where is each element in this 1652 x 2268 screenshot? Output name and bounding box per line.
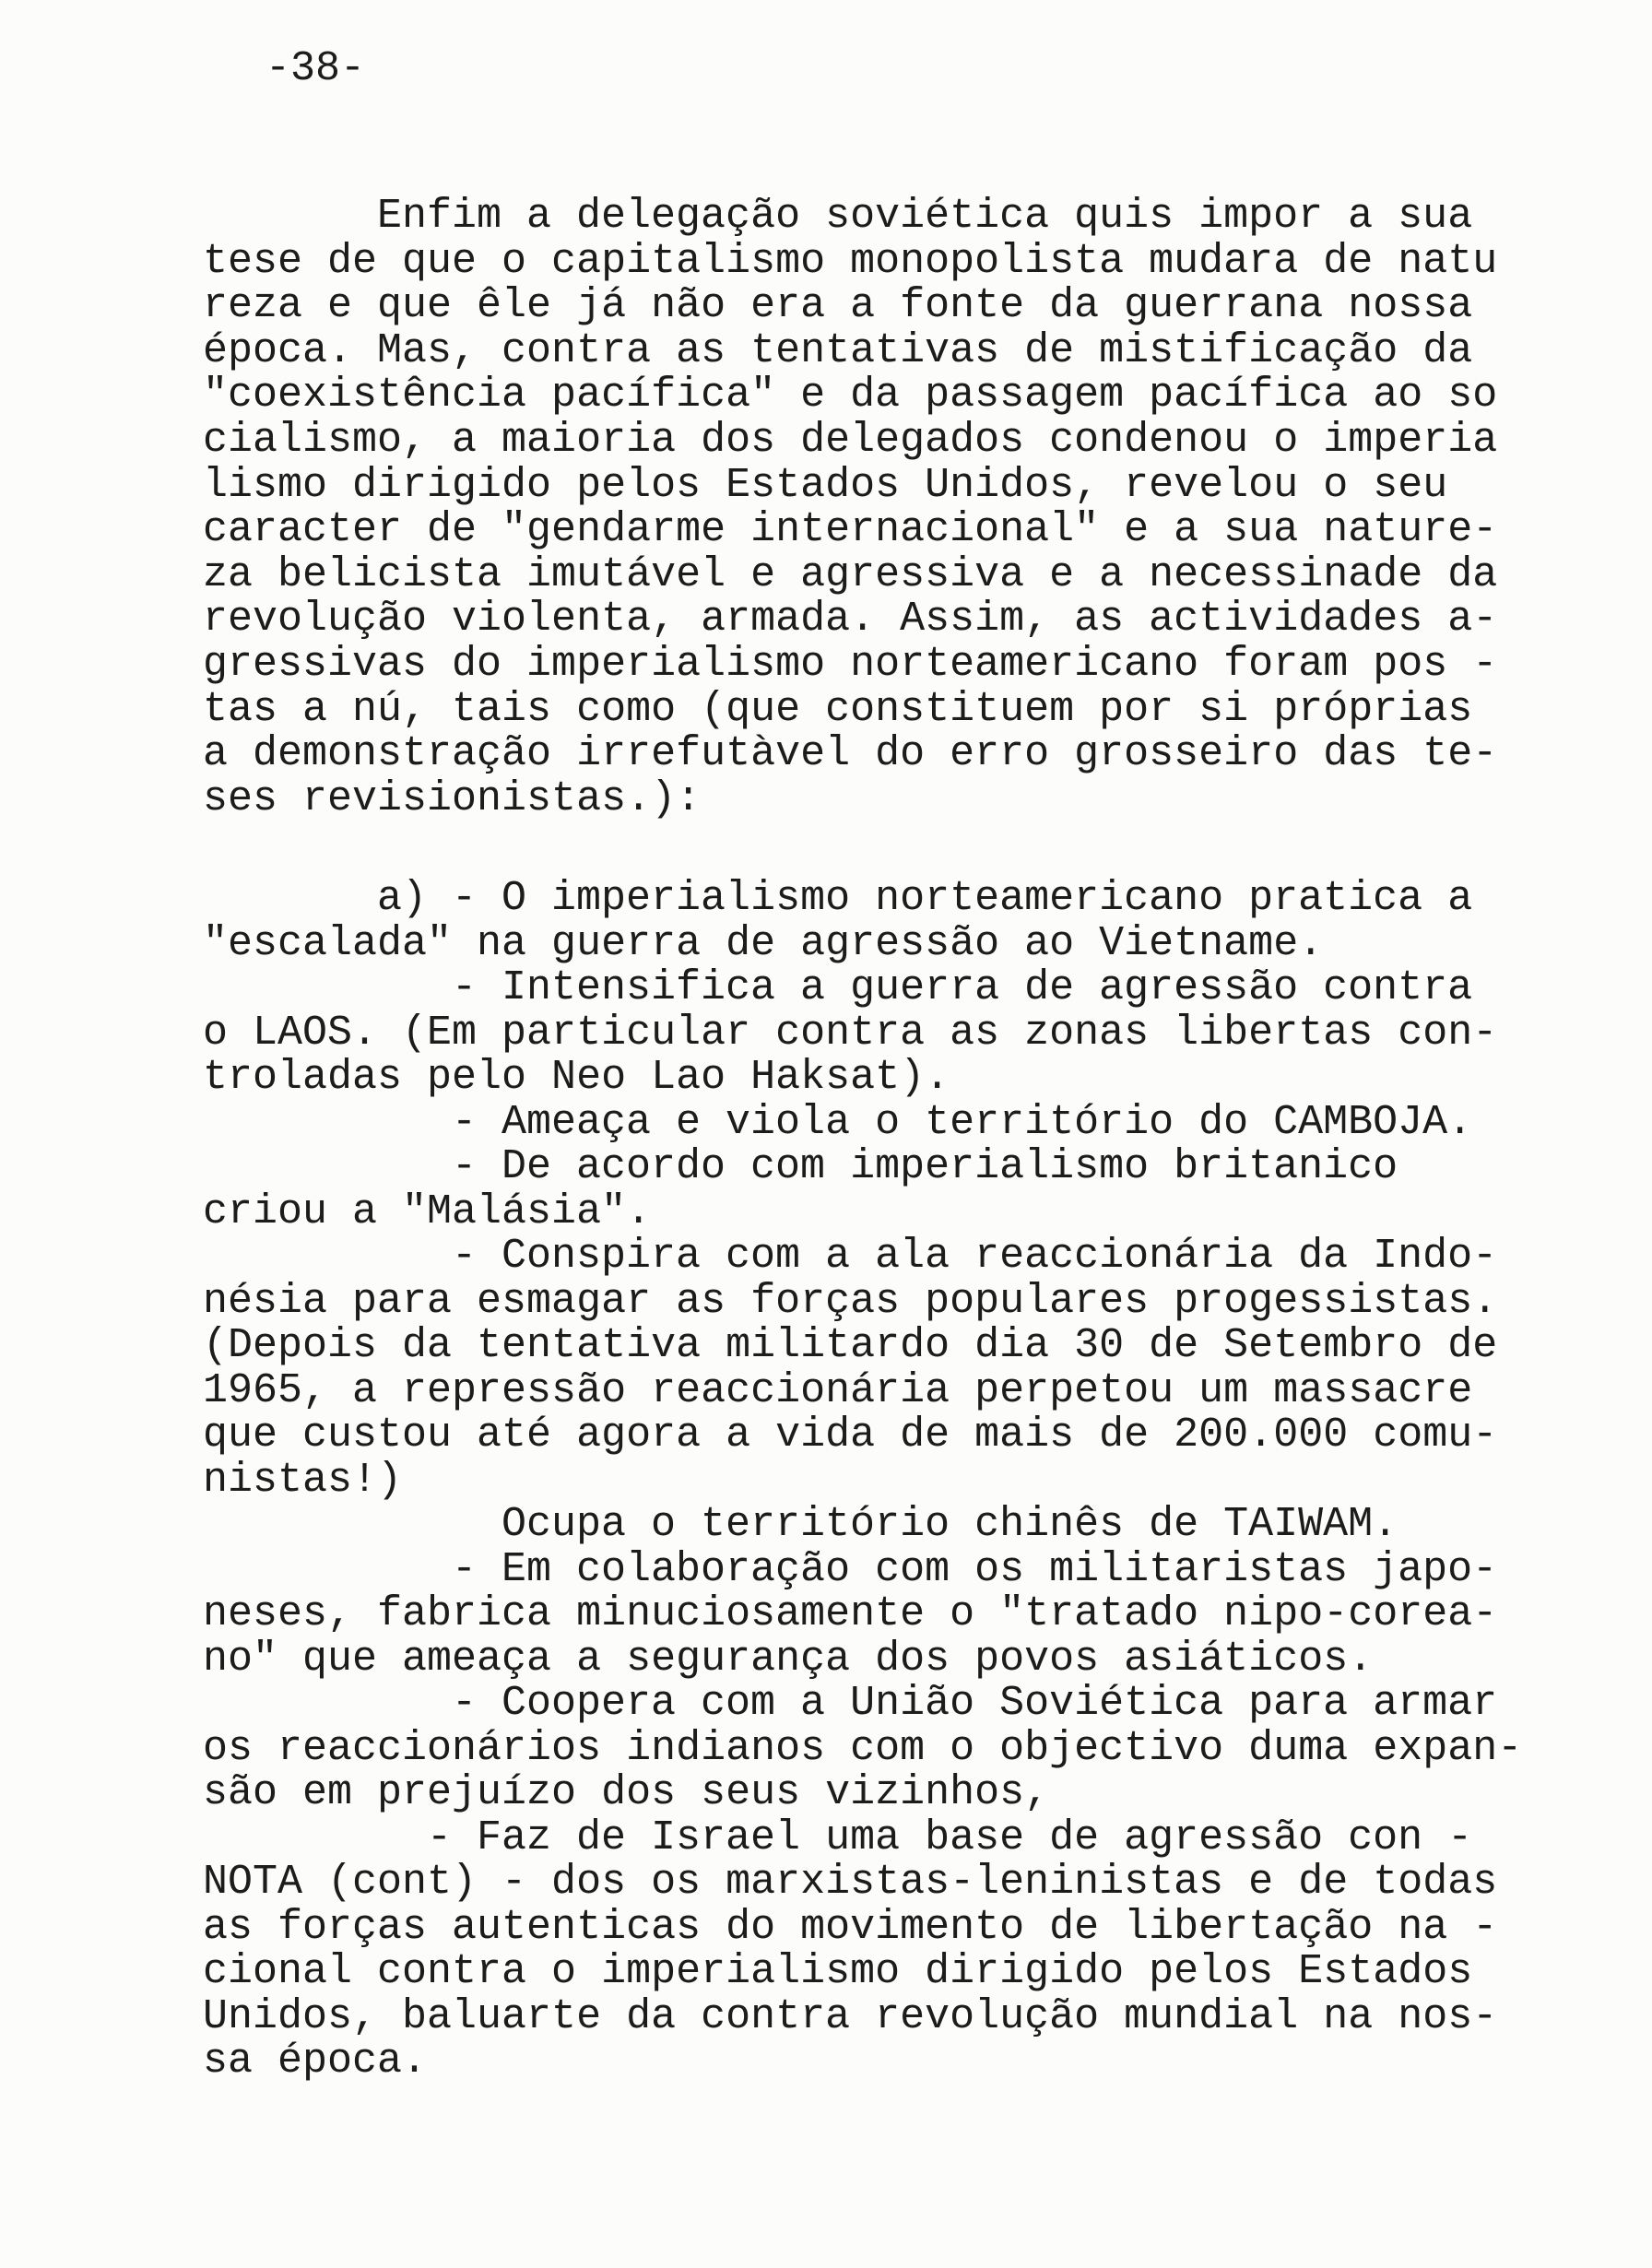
list-line: nésia para esmagar as forças populares progessistas. (203, 1277, 1498, 1325)
list-item: - Conspira com a ala reaccionária da Indo- (452, 1233, 1498, 1280)
paragraph-line: tas a nú, tais como (que constituem por si próprias (203, 685, 1473, 733)
list-item-a: a) - O imperialismo norteamericano pratica a (377, 875, 1473, 922)
paragraph-line: za belicista imutável e agressiva e a necessinade da (203, 550, 1498, 598)
paragraph-line: reza e que êle já não era a fonte da guerrana nossa (203, 282, 1473, 330)
note-line: NOTA (cont) - dos os marxistas-leninistas e de todas (203, 1859, 1498, 1906)
paragraph-line: época. Mas, contra as tentativas de mistificação da (203, 326, 1473, 374)
page-number: -38- (266, 45, 366, 92)
list-line: "escalada" na guerra de agressão ao Vietname. (203, 919, 1324, 967)
note-line: cional contra o imperialismo dirigido pelos Estados (203, 1948, 1473, 1995)
list-item: - De acordo com imperialismo britanico (452, 1143, 1398, 1190)
paragraph-line: cialismo, a maioria dos delegados condenou o imperia (203, 416, 1498, 464)
list-line: os reaccionários indianos com o objectivo duma expan- (203, 1724, 1523, 1772)
paragraph-line: "coexistência pacífica" e da passagem pacífica ao so (203, 372, 1498, 419)
list-line: são em prejuízo dos seus vizinhos, (203, 1769, 1050, 1816)
note-line: Unidos, baluarte da contra revolução mundial na nos- (203, 1992, 1498, 2040)
paragraph-line: lismo dirigido pelos Estados Unidos, revelou o seu (203, 461, 1448, 509)
list-item: - Ameaça e viola o território do CAMBOJA. (452, 1098, 1473, 1146)
list-line: (Depois da tentativa militardo dia 30 de Setembro de (203, 1322, 1498, 1369)
list-item: - Coopera com a União Soviética para armar (452, 1680, 1498, 1727)
list-item: - Intensifica a guerra de agressão contra (452, 964, 1473, 1011)
paragraph-line: tese de que o capitalismo monopolista mudara de natu (203, 237, 1498, 285)
paragraph-line: gressivas do imperialismo norteamericano foram pos - (203, 640, 1498, 688)
list-line: criou a "Malásia". (203, 1187, 652, 1235)
list-line: nistas!) (203, 1456, 403, 1504)
paragraph-line: revolução violenta, armada. Assim, as actividades a- (203, 596, 1498, 644)
paragraph-line: ses revisionistas.): (203, 774, 702, 822)
note-line: sa época. (203, 2038, 428, 2085)
aggression-list (203, 877, 1622, 2085)
paragraph-line: Enfim a delegação soviética quis impor a sua (377, 193, 1473, 240)
paragraph-line: a demonstração irrefutàvel do erro grosseiro das te- (203, 730, 1498, 778)
note-line: as forças autenticas do movimento de libertação na - (203, 1903, 1498, 1951)
list-line: que custou até agora a vida de mais de 200.000 comu- (203, 1412, 1498, 1459)
intro-paragraph (203, 195, 1622, 821)
list-item: Ocupa o território chinês de TAIWAM. (502, 1501, 1398, 1548)
list-line: neses, fabrica minuciosamente o "tratado nipo-corea- (203, 1590, 1498, 1637)
list-item: - Em colaboração com os militaristas japo- (452, 1545, 1498, 1593)
list-line: troladas pelo Neo Lao Haksat). (203, 1054, 950, 1101)
list-line: o LAOS. (Em particular contra as zonas libertas con- (203, 1009, 1498, 1057)
list-item: - Faz de Israel uma base de agressão con - (427, 1813, 1473, 1861)
paragraph-line: caracter de "gendarme internacional" e a sua nature- (203, 506, 1498, 554)
list-line: no" que ameaça a segurança dos povos asiáticos. (203, 1635, 1374, 1683)
list-line: 1965, a repressão reaccionária perpetou um massacre (203, 1366, 1473, 1414)
